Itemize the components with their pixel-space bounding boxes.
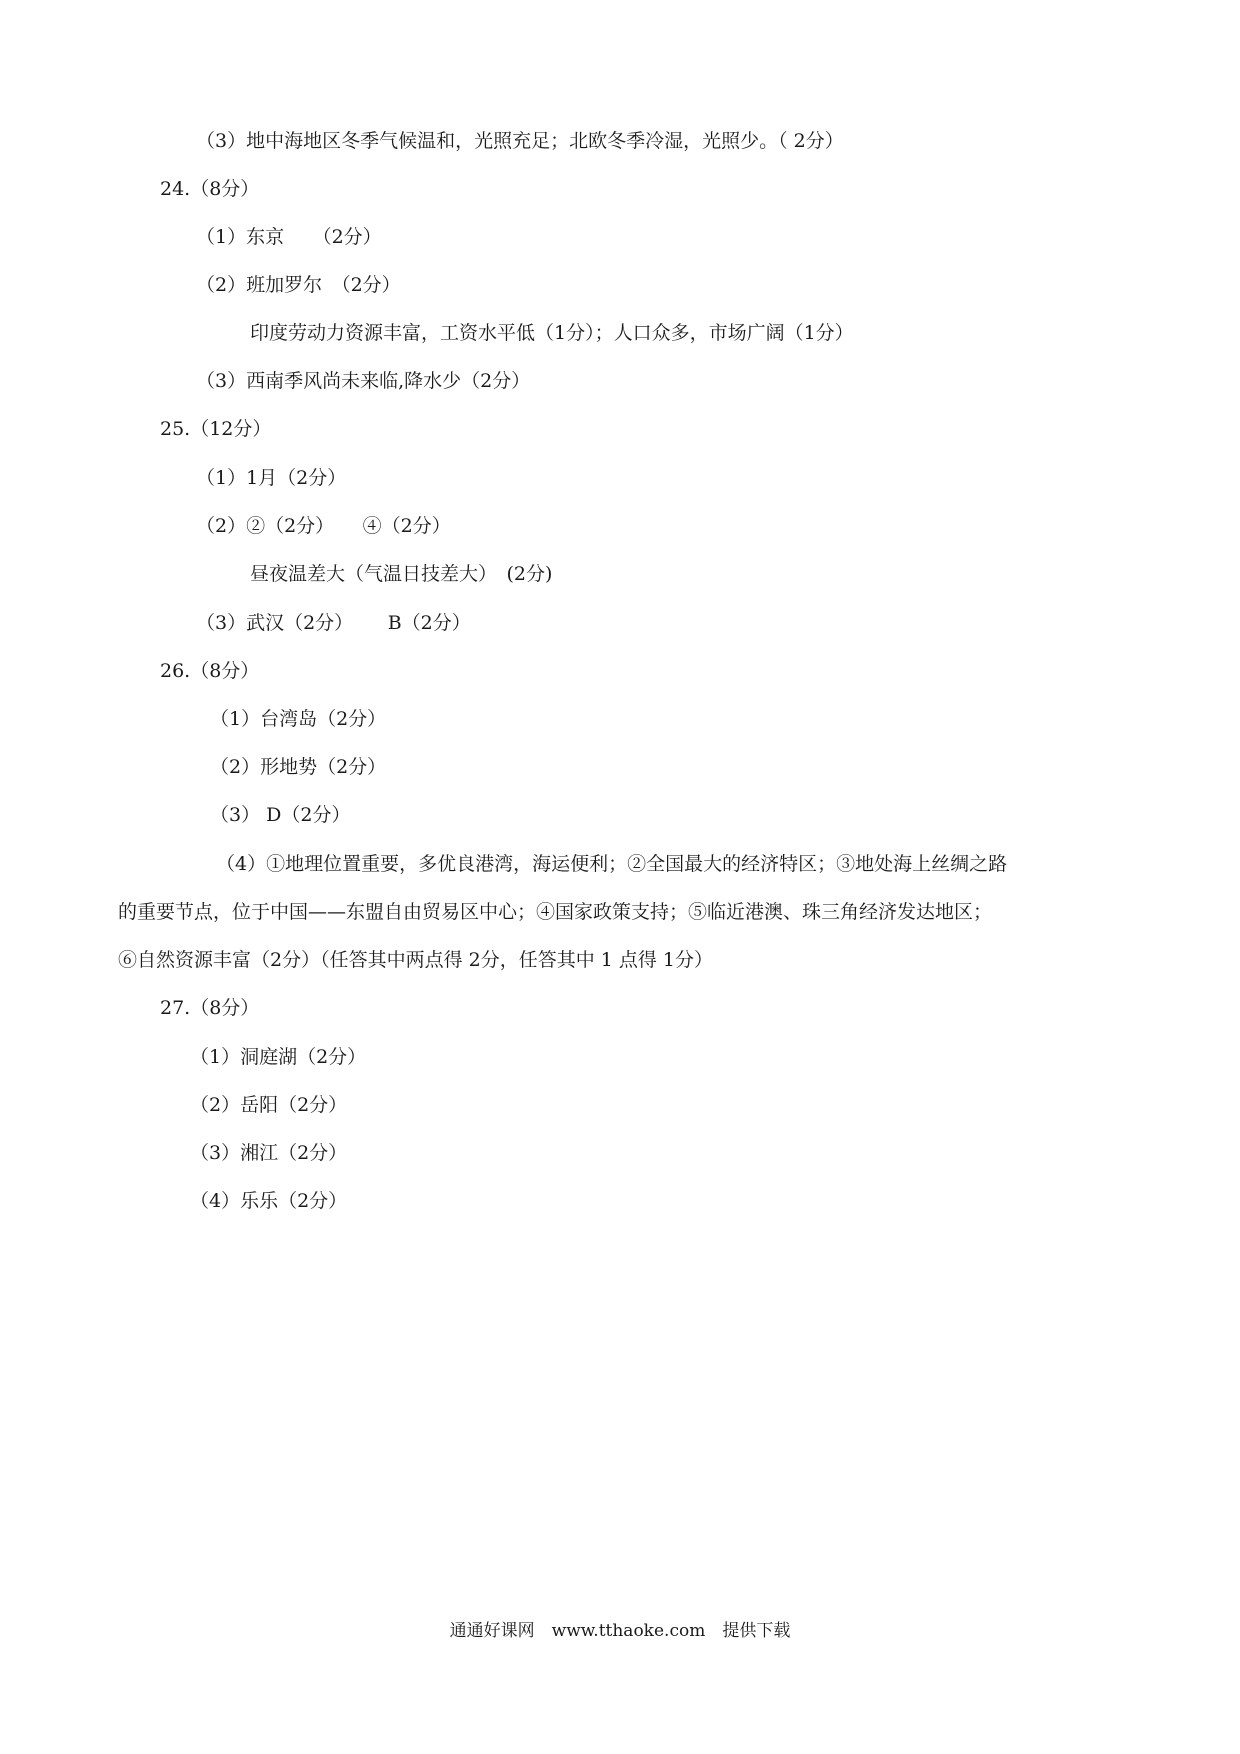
answer-24-2: （2）班加罗尔 （2分） bbox=[196, 274, 401, 296]
question-26-header: 26.（8分） bbox=[160, 660, 260, 682]
answer-26-4-line2: 的重要节点，位于中国——东盟自由贸易区中心；④国家政策支持；⑤临近港澳、珠三角经济发达地区； bbox=[118, 901, 993, 923]
answer-27-2: （2）岳阳（2分） bbox=[190, 1094, 348, 1116]
answer-25-2-reason: 昼夜温差大（气温日技差大） (2分) bbox=[250, 563, 553, 585]
answer-24-3: （3）西南季风尚未来临,降水少（2分） bbox=[196, 370, 531, 392]
question-25-header: 25.（12分） bbox=[160, 418, 272, 440]
answer-26-4-line1: （4）①地理位置重要，多优良港湾，海运便利；②全国最大的经济特区；③地处海上丝绸之路 bbox=[216, 853, 1008, 875]
question-27-header: 27.（8分） bbox=[160, 997, 260, 1019]
answer-26-1: （1）台湾岛（2分） bbox=[210, 708, 387, 730]
answer-24-2-reason: 印度劳动力资源丰富，工资水平低（1分）；人口众多，市场广阔（1分） bbox=[250, 322, 854, 344]
answer-25-2: （2）②（2分） ④（2分） bbox=[196, 515, 451, 537]
answer-26-4-line3: ⑥自然资源丰富（2分）（任答其中两点得 2分，任答其中 1 点得 1分） bbox=[118, 949, 714, 971]
page-footer: 通通好课网 www.tthaoke.com 提供下载 bbox=[449, 1621, 791, 1641]
answer-27-4: （4）乐乐（2分） bbox=[190, 1190, 348, 1212]
answer-27-3: （3）湘江（2分） bbox=[190, 1142, 348, 1164]
answer-26-2: （2）形地势（2分） bbox=[210, 756, 387, 778]
answer-25-3: （3）武汉（2分） B（2分） bbox=[196, 612, 471, 634]
answer-27-1: （1）洞庭湖（2分） bbox=[190, 1046, 367, 1068]
answer-25-1: （1）1月（2分） bbox=[196, 467, 347, 489]
answer-26-3: （3） D（2分） bbox=[210, 804, 351, 826]
answer-23-3: （3）地中海地区冬季气候温和，光照充足；北欧冬季冷湿，光照少。（ 2分） bbox=[196, 130, 844, 152]
question-24-header: 24.（8分） bbox=[160, 178, 260, 200]
answer-24-1: （1）东京 （2分） bbox=[196, 226, 382, 248]
